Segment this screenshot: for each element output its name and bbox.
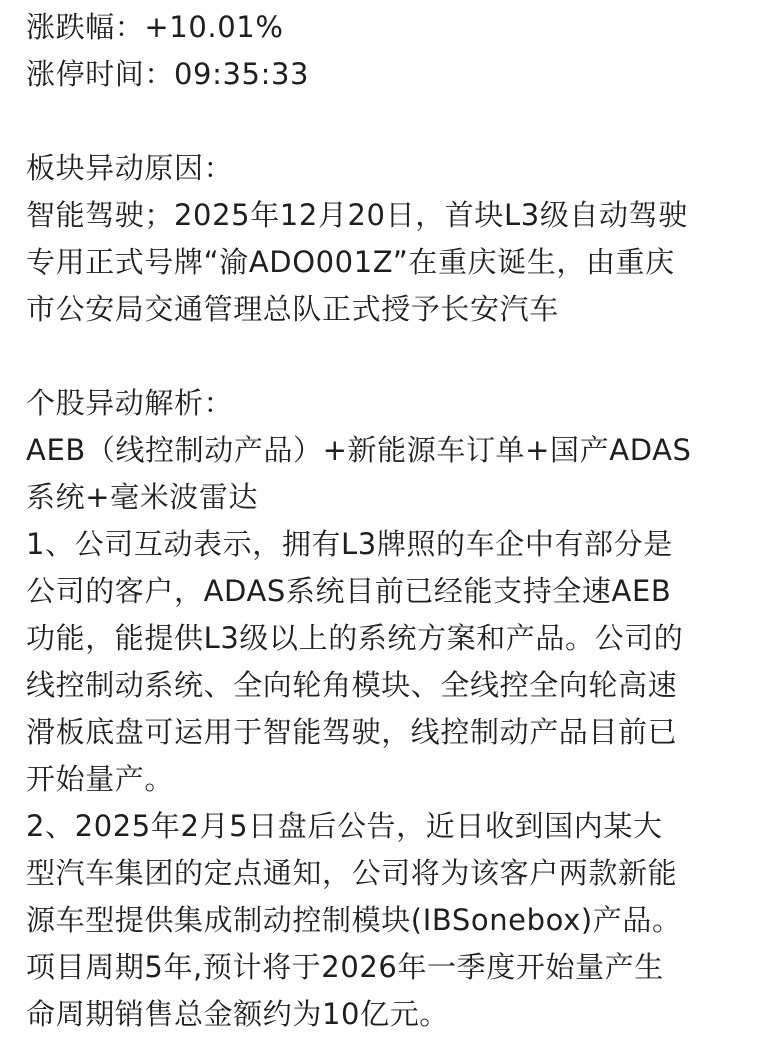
sector-reason-line: 市公安局交通管理总队正式授予长安汽车	[26, 292, 559, 326]
analysis-point-2-line: 2、2025年2月5日盘后公告，近日收到国内某大	[26, 809, 663, 843]
article-text	[26, 4, 746, 1038]
analysis-point-2-line: 型汽车集团的定点通知，公司将为该客户两款新能	[26, 856, 678, 890]
stock-analysis-heading: 个股异动解析：	[26, 386, 234, 420]
analysis-point-1-line: 线控制动系统、全向轮角模块、全线控全向轮高速	[26, 668, 678, 702]
analysis-summary-line: 系统+毫米波雷达	[26, 480, 259, 514]
price-change-line: 涨跌幅：+10.01%	[26, 10, 284, 44]
analysis-point-1-line: 公司的客户，ADAS系统目前已经能支持全速AEB	[26, 574, 672, 608]
sector-reason-line: 专用正式号牌“渝ADO001Z”在重庆诞生，由重庆	[26, 245, 675, 279]
analysis-point-1-line: 功能，能提供L3级以上的系统方案和产品。公司的	[26, 621, 684, 655]
paragraph-spacer	[26, 333, 746, 380]
sector-reason-heading: 板块异动原因：	[26, 151, 234, 185]
analysis-point-2-line: 源车型提供集成制动控制模块(IBSonebox)产品。	[26, 903, 682, 937]
limit-up-time-line: 涨停时间：09:35:33	[26, 57, 310, 91]
analysis-point-2-line: 命周期销售总金额约为10亿元。	[26, 997, 449, 1031]
analysis-point-1-line: 开始量产。	[26, 762, 175, 796]
analysis-point-1-line: 滑板底盘可运用于智能驾驶，线控制动产品目前已	[26, 715, 678, 749]
paragraph-spacer	[26, 98, 746, 145]
analysis-point-2-line: 项目周期5年,预计将于2026年一季度开始量产生	[26, 950, 664, 984]
sector-reason-line: 智能驾驶；2025年12月20日，首块L3级自动驾驶	[26, 198, 688, 232]
analysis-summary-line: AEB（线控制动产品）+新能源车订单+国产ADAS	[26, 433, 692, 467]
analysis-point-1-line: 1、公司互动表示，拥有L3牌照的车企中有部分是	[26, 527, 673, 561]
